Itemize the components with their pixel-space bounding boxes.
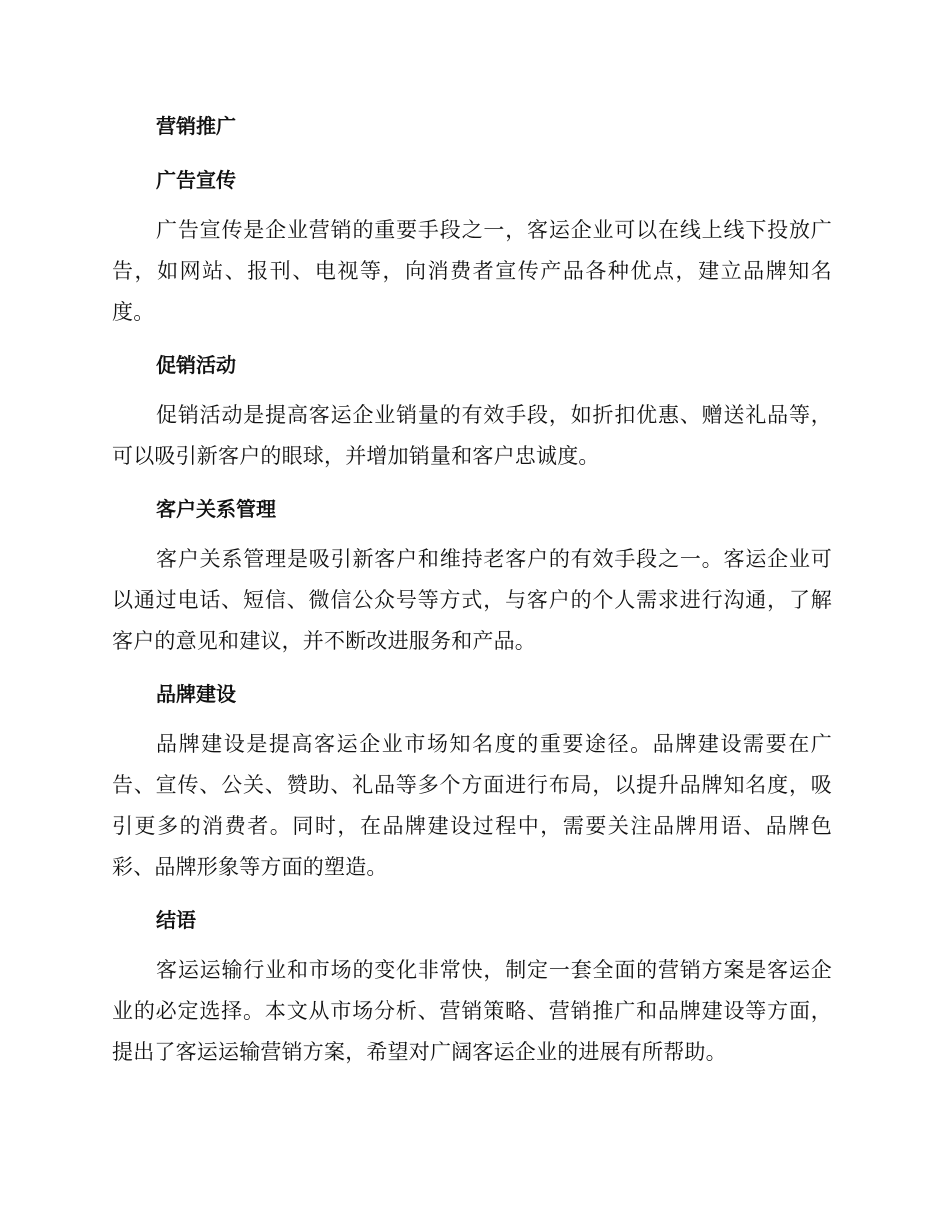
subsection-heading-brand: 品牌建设 [156,682,236,706]
paragraph-ad: 广告宣传是企业营销的重要手段之一，客运企业可以在线上线下投放广告，如网站、报刊、电视等，向消费者宣传产品各种优点，建立品牌知名度。 [112,218,832,324]
subsection-heading-crm: 客户关系管理 [156,497,276,521]
paragraph-brand: 品牌建设是提高客运企业市场知名度的重要途径。品牌建设需要在广告、宣传、公关、赞助、礼品等多个方面进行布局，以提升品牌知名度，吸引更多的消费者。同时，在品牌建设过程中，需要关注品牌用语、品牌色彩、品牌形象等方面的塑造。 [112,732,832,879]
paragraph-conclusion: 客运运输行业和市场的变化非常快，制定一套全面的营销方案是客运企业的必定选择。本文从市场分析、营销策略、营销推广和品牌建设等方面，提出了客运运输营销方案，希望对广阔客运企业的进展有所帮助。 [112,958,832,1064]
document-page [112,104,832,1083]
paragraph-crm: 客户关系管理是吸引新客户和维持老客户的有效手段之一。客运企业可以通过电话、短信、微信公众号等方式，与客户的个人需求进行沟通，了解客户的意见和建议，并不断改进服务和产品。 [112,547,832,653]
section-title: 营销推广 [156,114,236,138]
subsection-heading-conclusion: 结语 [156,908,196,932]
paragraph-promotion: 促销活动是提高客运企业销量的有效手段，如折扣优惠、赠送礼品等，可以吸引新客户的眼球，并增加销量和客户忠诚度。 [112,403,832,468]
subsection-heading-promotion: 促销活动 [156,353,236,377]
subsection-heading-ad: 广告宣传 [156,168,236,192]
